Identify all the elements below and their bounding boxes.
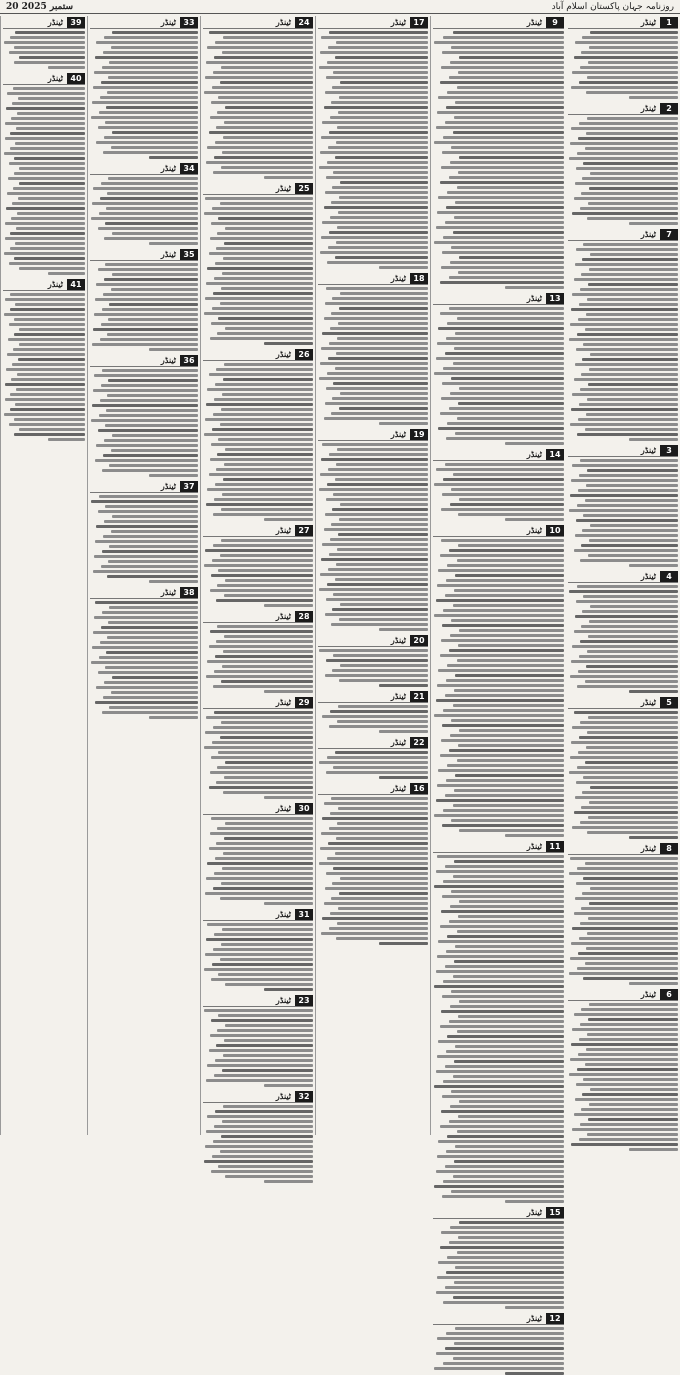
notice-body [203,539,313,607]
notice-number: 27 [295,525,313,536]
column-3 [315,16,430,1135]
notice-label: ٹینڈر [47,73,63,83]
tender-notice [203,1090,313,1183]
notice-body [203,625,313,693]
notice-header [203,696,313,709]
tender-notice [433,840,564,1203]
notice-body [318,287,428,425]
notice-number: 11 [546,841,564,852]
notice-body [433,1221,564,1309]
tender-notice [433,1312,564,1375]
tender-notice [568,842,678,985]
notice-label: ٹینڈر [640,989,656,999]
notice-number: 12 [546,1313,564,1324]
notice-body [90,369,198,477]
notice-header [568,444,678,457]
notice-number: 2 [660,103,678,114]
notice-header [3,16,85,29]
notice-number: 5 [660,697,678,708]
notice-body [203,363,313,521]
tender-notice [203,802,313,905]
notice-number: 30 [295,803,313,814]
notice-body [433,307,564,445]
notice-header [203,348,313,361]
notice-body [433,1327,564,1375]
notice-header [3,72,85,85]
notice-header [568,988,678,1001]
notice-number: 7 [660,229,678,240]
tender-notice [90,586,198,719]
notice-label: ٹینڈر [275,17,291,27]
notice-number: 28 [295,611,313,622]
notice-body [90,495,198,583]
notice-label: ٹینڈر [640,697,656,707]
notice-number: 34 [180,163,198,174]
notice-number: 3 [660,445,678,456]
notice-number: 18 [410,273,428,284]
notice-header [568,696,678,709]
notice-number: 4 [660,571,678,582]
notice-header [568,228,678,241]
tender-notice [568,228,678,441]
notice-number: 32 [295,1091,313,1102]
tender-notice [90,354,198,477]
notice-number: 10 [546,525,564,536]
notice-label: ٹینڈر [640,843,656,853]
newspaper-name: روزنامہ جہان پاکستان اسلام آباد [551,1,674,12]
notice-body [433,31,564,289]
notice-header [568,102,678,115]
notice-number: 24 [295,17,313,28]
notice-header [203,524,313,537]
notice-label: ٹینڈر [160,163,176,173]
notice-header [433,1312,564,1325]
notice-number: 39 [67,17,85,28]
tender-notice [90,248,198,351]
notice-number: 29 [295,697,313,708]
notice-number: 8 [660,843,678,854]
tender-notice [433,524,564,837]
notice-label: ٹینڈر [390,273,406,283]
notice-label: ٹینڈر [390,635,406,645]
notice-body [3,31,85,69]
tender-notice [203,610,313,693]
notice-header [568,16,678,29]
notice-header [318,16,428,29]
tender-notice [433,1206,564,1309]
notice-number: 33 [180,17,198,28]
notice-label: ٹینڈر [275,995,291,1005]
tender-notice [568,444,678,567]
notice-body [90,601,198,719]
notice-header [433,292,564,305]
notice-label: ٹینڈر [160,481,176,491]
tender-notice [3,16,85,69]
notice-label: ٹینڈر [526,293,542,303]
notice-number: 35 [180,249,198,260]
notice-header [433,1206,564,1219]
notice-header [90,480,198,493]
notice-label: ٹینڈر [160,249,176,259]
tender-notice [568,570,678,693]
notice-header [90,248,198,261]
notice-header [318,690,428,703]
notice-header [203,1090,313,1103]
tender-notice [433,292,564,445]
notice-number: 40 [67,73,85,84]
notice-body [318,31,428,269]
tender-notice [318,782,428,945]
notice-body [90,177,198,245]
notice-number: 31 [295,909,313,920]
column-2 [430,16,566,1323]
tender-notice [203,994,313,1087]
column-4 [200,16,315,1135]
issue-date: 20 ستمبر 2025 [6,1,74,12]
notice-header [568,570,678,583]
column-5 [87,16,200,1135]
notice-label: ٹینڈر [275,183,291,193]
notice-body [568,243,678,441]
tender-notice [568,988,678,1151]
notice-body [568,31,678,99]
notice-label: ٹینڈر [275,611,291,621]
notice-header [203,16,313,29]
column-1 [566,16,680,1135]
tender-notice [568,16,678,99]
notice-label: ٹینڈر [160,17,176,27]
tender-notice [203,16,313,179]
tender-notice [203,908,313,991]
notice-label: ٹینڈر [390,691,406,701]
tender-notice [318,272,428,425]
notice-label: ٹینڈر [526,841,542,851]
masthead [0,0,680,14]
notice-header [90,586,198,599]
tender-notice [203,348,313,521]
notice-number: 38 [180,587,198,598]
tender-notice [318,428,428,631]
notice-header [90,16,198,29]
notice-number: 13 [546,293,564,304]
notice-header [3,278,85,291]
tender-notice [318,634,428,687]
notice-label: ٹینڈر [160,355,176,365]
notice-label: ٹینڈر [526,17,542,27]
tender-notice [318,736,428,779]
notice-number: 19 [410,429,428,440]
notice-label: ٹینڈر [390,783,406,793]
notice-body [318,797,428,945]
notice-header [203,802,313,815]
notice-body [3,87,85,275]
notice-header [90,162,198,175]
notice-body [3,293,85,441]
tender-notice [203,696,313,799]
notice-body [433,855,564,1203]
notice-label: ٹینڈر [640,17,656,27]
notice-body [568,857,678,985]
notice-label: ٹینڈر [640,571,656,581]
notice-header [203,994,313,1007]
notice-header [433,524,564,537]
notice-number: 17 [410,17,428,28]
notice-label: ٹینڈر [390,429,406,439]
notice-label: ٹینڈر [526,449,542,459]
notice-header [568,842,678,855]
notice-body [203,1105,313,1183]
notice-body [90,263,198,351]
notice-number: 22 [410,737,428,748]
notice-number: 14 [546,449,564,460]
notice-body [318,649,428,687]
notice-body [568,1003,678,1151]
notice-label: ٹینڈر [47,279,63,289]
tender-notice [568,696,678,839]
notice-number: 16 [410,783,428,794]
notice-number: 6 [660,989,678,1000]
tender-notice [568,102,678,225]
tender-notice [90,16,198,159]
tender-notice [203,182,313,345]
notice-label: ٹینڈر [275,803,291,813]
notice-body [318,751,428,779]
notice-label: ٹینڈر [275,525,291,535]
notice-body [568,117,678,225]
notice-body [203,817,313,905]
notice-number: 25 [295,183,313,194]
notice-label: ٹینڈر [275,909,291,919]
notice-label: ٹینڈر [640,445,656,455]
notice-header [203,182,313,195]
notice-label: ٹینڈر [390,737,406,747]
notice-body [203,1009,313,1087]
notice-label: ٹینڈر [526,1313,542,1323]
tender-notice [90,162,198,245]
notice-label: ٹینڈر [275,349,291,359]
notice-body [318,443,428,631]
notice-body [203,31,313,179]
notice-body [90,31,198,159]
notice-header [203,610,313,623]
notice-header [433,16,564,29]
notice-label: ٹینڈر [275,1091,291,1101]
tender-notice [90,480,198,583]
notice-body [433,463,564,521]
notice-number: 23 [295,995,313,1006]
tender-notice [3,72,85,275]
notice-header [90,354,198,367]
notice-number: 37 [180,481,198,492]
notice-header [318,736,428,749]
notice-label: ٹینڈر [640,229,656,239]
notice-body [568,585,678,693]
tender-notice [433,448,564,521]
notice-body [433,539,564,837]
tender-notice [3,278,85,441]
tender-notice [203,524,313,607]
column-6 [0,16,87,1135]
notice-number: 36 [180,355,198,366]
notice-label: ٹینڈر [275,697,291,707]
notice-header [203,908,313,921]
notice-label: ٹینڈر [390,17,406,27]
tender-notice [433,16,564,289]
notice-label: ٹینڈر [640,103,656,113]
notice-number: 20 [410,635,428,646]
notice-body [318,705,428,733]
notice-header [433,448,564,461]
notice-header [318,428,428,441]
notice-body [568,711,678,839]
notice-number: 41 [67,279,85,290]
notice-header [318,272,428,285]
notice-number: 15 [546,1207,564,1218]
notice-body [203,711,313,799]
notice-header [318,634,428,647]
notice-number: 9 [546,17,564,28]
notice-label: ٹینڈر [160,587,176,597]
tender-notice [318,690,428,733]
notice-label: ٹینڈر [526,1207,542,1217]
notice-label: ٹینڈر [47,17,63,27]
tender-notice [318,16,428,269]
notice-label: ٹینڈر [526,525,542,535]
notice-header [318,782,428,795]
notice-header [433,840,564,853]
notice-number: 26 [295,349,313,360]
notice-body [203,923,313,991]
notice-number: 1 [660,17,678,28]
notice-body [203,197,313,345]
notice-number: 21 [410,691,428,702]
notice-body [568,459,678,567]
